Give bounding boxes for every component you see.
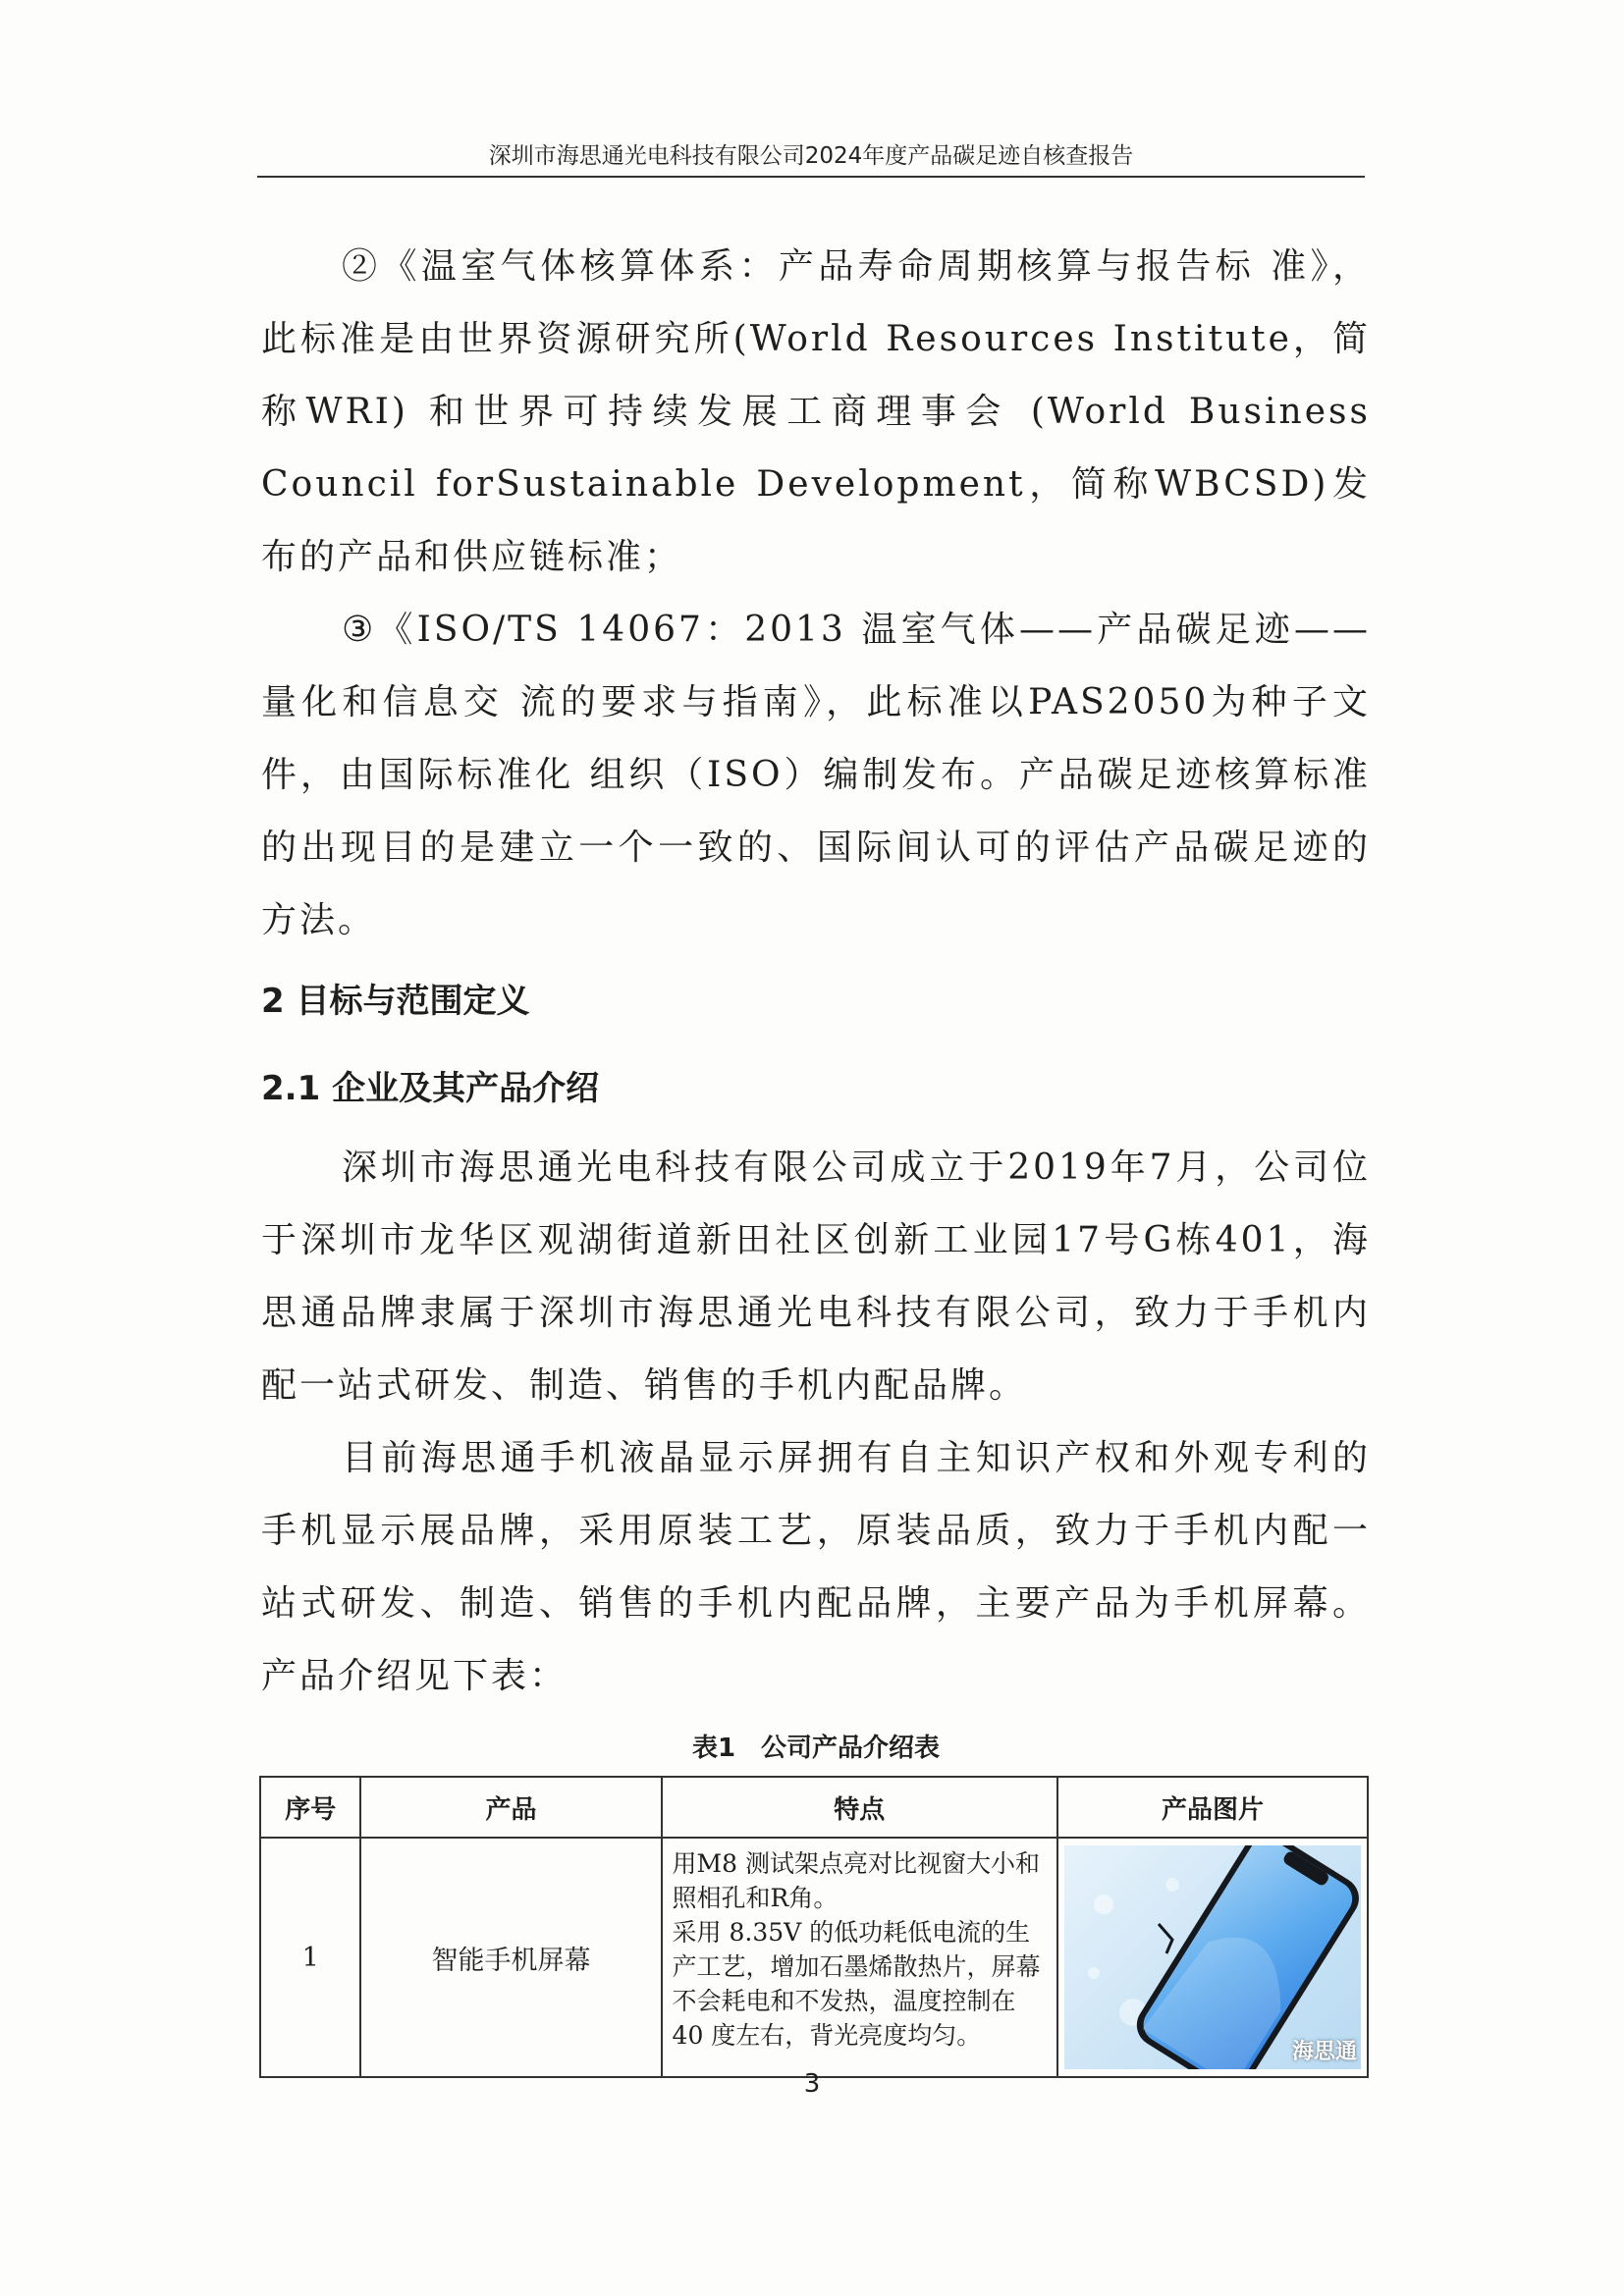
table-header-cell: 序号 — [260, 1777, 360, 1838]
product-image-cell — [1057, 1838, 1368, 2077]
section-2-1-heading: 2.1 企业及其产品介绍 — [261, 1069, 600, 1108]
phone-screen-image — [1064, 1845, 1361, 2069]
paragraph-product-intro: 目前海思通手机液晶显示屏拥有自主知识产权和外观专利的手机显示展品牌，采用原装工艺，原装品质，致力于手机内配一站式研发、制造、销售的手机内配品牌，主要产品为手机屏幕。产品介绍见下表： — [261, 1438, 1371, 1696]
table-header-cell: 特点 — [662, 1777, 1057, 1838]
product-features: 用M8 测试架点亮对比视窗大小和照相孔和R角。 采用 8.35V 的低功耗低电流的生产工艺，增加石墨烯散热片，屏幕不会耗电和不发热，温度控制在 40 度左右，背光亮度均匀。 — [662, 1838, 1057, 2077]
table-caption: 表1 公司产品介绍表 — [691, 1734, 941, 1763]
table-header-cell: 产品 — [360, 1777, 661, 1838]
product-name: 智能手机屏幕 — [360, 1838, 661, 2077]
row-number: 1 — [260, 1838, 360, 2077]
product-table — [259, 1776, 1369, 2078]
table-header-cell: 产品图片 — [1057, 1777, 1368, 1838]
header-rule — [257, 176, 1365, 178]
page-number: 3 — [803, 2069, 821, 2099]
section-2-heading: 2 目标与范围定义 — [261, 982, 530, 1021]
table-row — [260, 1838, 1368, 2077]
image-watermark: 海思通 — [1291, 2040, 1357, 2064]
paragraph-standard-3: ③《ISO/TS 14067：2013 温室气体——产品碳足迹——量化和信息交 流的要求与指南》，此标准以PAS2050为种子文件，由国际标准化 组织（ISO）编制发布。产品碳足迹核算标准的出现目的是建立一个一致的、国际间认可的评估产品碳足迹的方法。 — [261, 610, 1371, 940]
paragraph-company-intro: 深圳市海思通光电科技有限公司成立于2019年7月，公司位于深圳市龙华区观湖街道新田社区创新工业园17号G栋401，海思通品牌隶属于深圳市海思通光电科技有限公司，致力于手机内配一站式研发、制造、销售的手机内配品牌。 — [261, 1148, 1371, 1406]
paragraph-standard-2: ②《温室气体核算体系：产品寿命周期核算与报告标 准》，此标准是由世界资源研究所(World Resources Institute，简称WRI) 和世界可持续发展工商理事会 (World Business Council forSustainable Development，简称WBCSD)发布的产品和供应链标准； — [261, 246, 1371, 577]
table-header-row — [260, 1777, 1368, 1838]
running-header: 深圳市海思通光电科技有限公司2024年度产品碳足迹自核查报告 — [488, 143, 1134, 169]
page-body — [261, 231, 1371, 2078]
